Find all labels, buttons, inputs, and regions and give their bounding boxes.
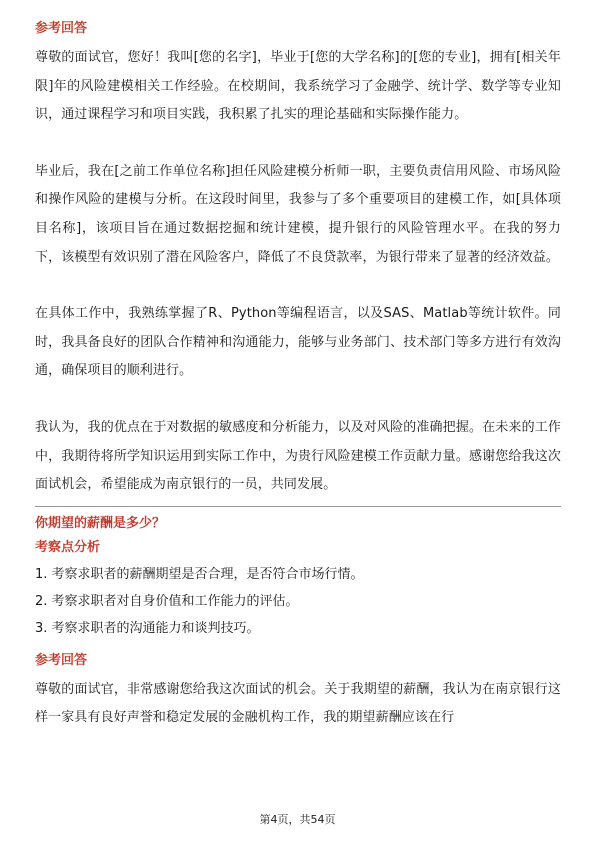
analysis-heading: 考察点分析 xyxy=(35,539,101,555)
answer-paragraph-experience: 毕业后，我在[之前工作单位名称]担任风险建模分析师一职，主要负责信用风险、市场风险和操作风险的建模与分析。在这段时间里，我参与了多个重要项目的建模工作，如[具体项目名称]，该项目旨在通过数据挖掘和统计建模，提升银行的风险管理水平。在我的努力下，该模型有效识别了潜在风险客户，降低了不良贷款率，为银行带来了显著的经济效益。 xyxy=(35,163,561,265)
analysis-item: 2. 考察求职者对自身价值和工作能力的评估。 xyxy=(35,593,299,609)
analysis-item: 1. 考察求职者的薪酬期望是否合理，是否符合市场行情。 xyxy=(35,566,364,582)
answer-paragraph-intro: 尊敬的面试官，您好！我叫[您的名字]，毕业于[您的大学名称]的[您的专业]，拥有[相关年限]年的风险建模相关工作经验。在校期间，我系统学习了金融学、统计学、数学等专业知识，通过课程学习和项目实践，我积累了扎实的理论基础和实际操作能力。 xyxy=(35,50,561,123)
answer-heading-2: 参考回答 xyxy=(35,652,88,668)
analysis-item: 3. 考察求职者的沟通能力和谈判技巧。 xyxy=(35,620,260,636)
answer-paragraph-skills: 在具体工作中，我熟练掌握了R、Python等编程语言，以及SAS、Matlab等统计软件。同时，我具备良好的团队合作精神和沟通能力，能够与业务部门、技术部门等多方进行有效沟通，确保项目的顺利进行。 xyxy=(35,306,561,379)
section-divider xyxy=(35,506,561,507)
document-page xyxy=(35,20,561,733)
page-number: 第4页，共54页 xyxy=(259,813,336,826)
answer-paragraph-closing: 我认为，我的优点在于对数据的敏感度和分析能力，以及对风险的准确把握。在未来的工作中，我期待将所学知识运用到实际工作中，为贵行风险建模工作贡献力量。感谢您给我这次面试机会，希望能成为南京银行的一员，共同发展。 xyxy=(35,419,561,493)
question-title: 你期望的薪酬是多少？ xyxy=(35,515,166,531)
answer-heading: 参考回答 xyxy=(35,21,88,36)
answer-paragraph-salary: 尊敬的面试官，非常感谢您给我这次面试的机会。关于我期望的薪酬，我认为在南京银行这样一家具有良好声誉和稳定发展的金融机构工作，我的期望薪酬应该在行 xyxy=(35,681,561,726)
